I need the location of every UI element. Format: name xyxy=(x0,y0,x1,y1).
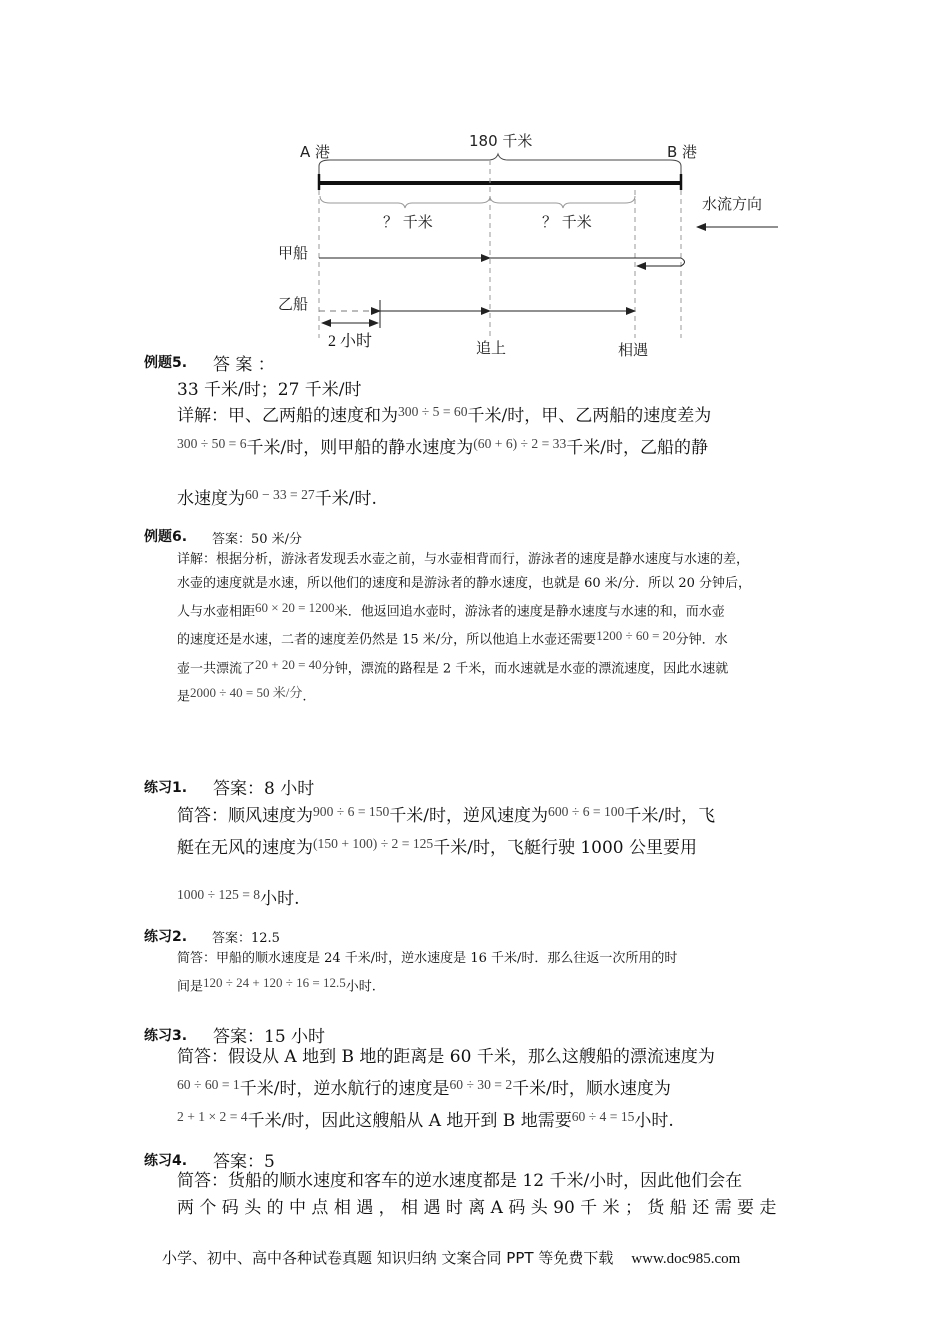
delay-label: 2 小时 xyxy=(328,333,373,350)
pr1-label: 练习1. xyxy=(144,780,188,796)
ex6-line-2: 水壶的速度就是水速，所以他们的速度和是游泳者的静水速度，也就是 60 米/分．所以 20 分钟后， xyxy=(177,576,751,591)
port-b-label: B 港 xyxy=(667,143,698,161)
distance-label: 180 千米 xyxy=(469,132,533,150)
pr4-label: 练习4. xyxy=(144,1153,188,1169)
pr4-answer: 答案：5 xyxy=(213,1152,275,1172)
pr4-line-2: 两 个 码 头 的 中 点 相 遇 ， 相 遇 时 离 A 码 头 90 千 米 ； 货 船 还 需 要 走 xyxy=(177,1198,777,1218)
footer-url[interactable]: www.doc985.com xyxy=(631,1251,741,1267)
port-a-label: A 港 xyxy=(300,143,331,161)
ex6-line-4: 的速度还是水速，二者的速度差仍然是 15 米/分，所以他追上水壶还需要1200 ÷ 60 = 20分钟．水 xyxy=(177,628,728,648)
ex6-line-6: 是2000 ÷ 40 = 50 米/分. xyxy=(177,684,307,704)
ex6-line-3: 人与水壶相距60 × 20 = 1200米．他返回追水壶时，游泳者的速度是静水速度与水速的和，而水壶 xyxy=(177,600,725,620)
ex5-line-3: 水速度为$^{60 - 33 = 27}$千米/时. xyxy=(177,486,377,509)
pr2-answer: 答案：12.5 xyxy=(212,931,280,946)
pr4-line-1: 简答：货船的顺水速度和客车的逆水速度都是 12 千米/小时，因此他们会在 xyxy=(177,1171,743,1191)
pr4-detail xyxy=(177,1168,776,1222)
pr1-line-2: 艇在无风的速度为$^{(150 + 100) \div 2 = 125}$千米/时，飞艇行驶 1000 公里要用 xyxy=(177,835,698,858)
unknown-left-label: ？ 千米 xyxy=(383,213,433,231)
pr3-answer: 答案：15 小时 xyxy=(213,1027,326,1047)
pr2-line-2: 间是120 ÷ 24 + 120 ÷ 16 = 12.5小时. xyxy=(177,975,376,995)
pr1-line-1: 简答：顺风速度为$^{900 \div 6 = 150}$千米/时，逆风速度为$^{600 \div 6 = 100}$千米/时，飞 xyxy=(177,804,716,826)
boat-yi-label: 乙船 xyxy=(278,295,309,313)
meet-label: 相遇 xyxy=(618,341,649,359)
boat-diagram xyxy=(0,0,950,370)
catch-up-label: 追上 xyxy=(476,339,507,357)
ex6-label: 例题6. xyxy=(144,529,188,545)
left-brace xyxy=(320,196,490,208)
top-brace xyxy=(319,154,681,178)
ex5-answer-value: 33 千米/时；27 千米/时 xyxy=(177,380,362,400)
ex6-detail xyxy=(177,548,751,709)
pr2-label: 练习2. xyxy=(144,929,188,945)
pr2-detail xyxy=(177,947,677,999)
pr1-detail xyxy=(177,798,715,912)
ex5-label: 例题5. xyxy=(144,355,188,371)
pr3-label: 练习3. xyxy=(144,1028,188,1044)
ex6-line-1: 详解：根据分析，游泳者发现丢水壶之前，与水壶相背而行，游泳者的速度是静水速度与水速的差， xyxy=(177,552,750,567)
pr1-answer: 答案：8 小时 xyxy=(213,779,315,799)
pr3-line-1: 简答：假设从 A 地到 B 地的距离是 60 千米，那么这艘船的漂流速度为 xyxy=(177,1047,715,1067)
pr3-detail xyxy=(177,1044,715,1135)
ex5-answer-heading: 答 案 ： xyxy=(213,355,275,375)
right-brace xyxy=(490,196,635,208)
jia-return xyxy=(637,258,685,266)
boat-jia-label: 甲船 xyxy=(278,244,309,262)
footer-text: 小学、初中、高中各种试卷真题 知识归纳 文案合同 PPT 等免费下载 xyxy=(162,1249,614,1267)
pr3-line-3: $^{2 + 1 \times 2 = 4}$千米/时，因此这艘船从 A 地开到 B 地需要$^{60 \div 4 = 15}$小时. xyxy=(177,1108,674,1131)
pr3-line-2: $^{60 \div 60 = 1}$千米/时，逆水航行的速度是$^{60 \div 30 = 2}$千米/时，顺水速度为 xyxy=(177,1077,671,1099)
pr1-line-3: $^{1000 \div 125 = 8}$小时. xyxy=(177,886,300,909)
ex5-line-2: $^{300 \div 50 = 6}$千米/时，则甲船的静水速度为$^{(60 + 6) \div 2 = 33}$千米/时，乙船的静 xyxy=(177,435,709,458)
footer xyxy=(162,1247,740,1268)
ex5-line-1: 详解：甲、乙两船的速度和为$^{300 \div 5 = 60}$千米/时，甲、乙两船的速度差为 xyxy=(177,404,712,426)
unknown-right-label: ？ 千米 xyxy=(542,213,592,231)
ex5-detail xyxy=(177,398,711,512)
current-label: 水流方向 xyxy=(702,195,763,213)
ex6-line-5: 壶一共漂流了20 + 20 = 40分钟，漂流的路程是 2 千米，而水速就是水壶的漂流速度，因此水速就 xyxy=(177,656,729,676)
ex6-answer: 答案：50 米/分 xyxy=(212,532,303,547)
pr2-line-1: 简答：甲船的顺水速度是 24 千米/时，逆水速度是 16 千米/时．那么往返一次所用的时 xyxy=(177,951,678,966)
